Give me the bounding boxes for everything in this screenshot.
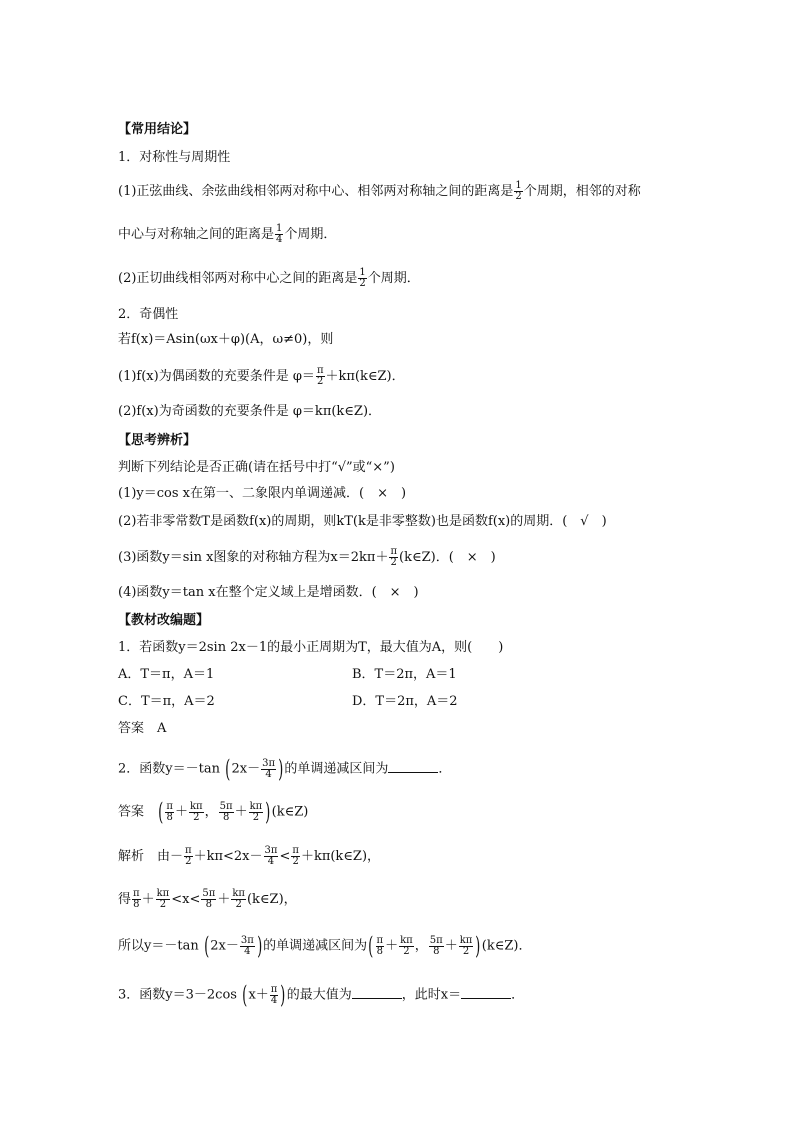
paragraph-sin-cos-distance: (1)正弦曲线、余弦曲线相邻两对称中心、相邻两对称轴之间的距离是 $\frac{1}{2}$ 个周期，相邻的对称	[118, 180, 641, 202]
think-intro: 判断下列结论是否正确(请在括号中打“√”或“×”)	[118, 460, 395, 475]
odd-condition: (2)f(x)为奇函数的充要条件是 φ＝kπ(k∈Z)．	[118, 404, 382, 419]
paragraph-center-axis-distance: 中心与对称轴之间的距离是 $\frac{1}{4}$ 个周期．	[118, 223, 337, 245]
fraction-one-half: $\frac{1}{2}$	[515, 180, 522, 202]
heading-parity: 2．奇偶性	[118, 307, 179, 322]
even-condition: (1)f(x)为偶函数的充要条件是 φ＝ $\frac{\pi}{2}$ ＋kπ(k∈Z)．	[118, 365, 405, 387]
option-d: D．T＝2π，A＝2	[352, 694, 458, 709]
answer-blank	[388, 760, 438, 773]
paragraph-tan-distance: (2)正切曲线相邻两对称中心之间的距离是 $\frac{1}{2}$ 个周期．	[118, 267, 420, 289]
fraction-pi-over-2: $\frac{\pi}{2}$	[316, 365, 324, 387]
answer-blank	[352, 986, 402, 999]
question-1: 1．若函数y＝2sin 2x－1的最小正周期为T，最大值为A，则( )	[118, 640, 504, 655]
question-3: 3．函数y＝3－2cos (x＋ $\frac{\pi}{4}$ )的最大值为 ，此时x＝ ．	[118, 981, 525, 1009]
answer-2: 答案 ( $\frac{\pi}{8}$ ＋ $\frac{k\pi}{2}$ ， $\frac{5\pi}{8}$ ＋ $\frac{k\pi}{2}$ )(k∈Z)	[118, 798, 309, 826]
fraction-3pi-over-4: $\frac{3\pi}{4}$	[262, 757, 276, 780]
think-item-4: (4)函数y＝tan x在整个定义域上是增函数．( × )	[118, 585, 419, 600]
think-item-3: (3)函数y＝sin x图象的对称轴方程为x＝2kπ＋ $\frac{\pi}{2}$ (k∈Z)．( × )	[118, 546, 496, 568]
option-a: A．T＝π，A＝1	[118, 667, 215, 682]
question-2: 2．函数y＝－tan (2x－ $\frac{3\pi}{4}$ )的单调递减区间为 ．	[118, 755, 452, 783]
answer-blank	[461, 986, 511, 999]
think-item-1: (1)y＝cos x在第一、二象限内单调递减．( × )	[118, 486, 407, 501]
section-think: 【思考辨析】	[118, 433, 197, 448]
solution-step-2: 得 $\frac{\pi}{8}$ ＋ $\frac{k\pi}{2}$ <x< $\frac{5\pi}{8}$ ＋ $\frac{k\pi}{2}$ (k∈Z)，	[118, 888, 297, 910]
answer-1: 答案 A	[118, 721, 167, 736]
fraction-one-half: $\frac{1}{2}$	[359, 267, 366, 289]
heading-symmetry-period: 1．对称性与周期性	[118, 150, 231, 165]
solution-step-1: 解析 由－ $\frac{\pi}{2}$ ＋kπ<2x－ $\frac{3\pi}{4}$ < $\frac{\pi}{2}$ ＋kπ(k∈Z)，	[118, 845, 381, 867]
parity-intro: 若f(x)＝Asin(ωx＋φ)(A，ω≠0)，则	[118, 332, 334, 347]
solution-conclusion: 所以y＝－tan (2x－ $\frac{3\pi}{4}$ )的单调递减区间为( $\frac{\pi}{8}$ ＋ $\frac{k\pi}{2}$ ， $\frac{5\pi}{8}$ ＋ $\frac{k\pi}{2}$ )(k∈Z)．	[118, 932, 532, 960]
section-common-conclusions: 【常用结论】	[118, 122, 197, 137]
option-c: C．T＝π，A＝2	[118, 694, 215, 709]
section-textbook: 【教材改编题】	[118, 613, 210, 628]
fraction-pi-over-2: $\frac{\pi}{2}$	[390, 546, 398, 568]
think-item-2: (2)若非零常数T是函数f(x)的周期，则kT(k是非零整数)也是函数f(x)的周期．( √ )	[118, 514, 607, 529]
option-b: B．T＝2π，A＝1	[352, 667, 457, 682]
fraction-pi-over-4: $\frac{\pi}{4}$	[270, 983, 278, 1006]
fraction-one-quarter: $\frac{1}{4}$	[276, 223, 283, 245]
